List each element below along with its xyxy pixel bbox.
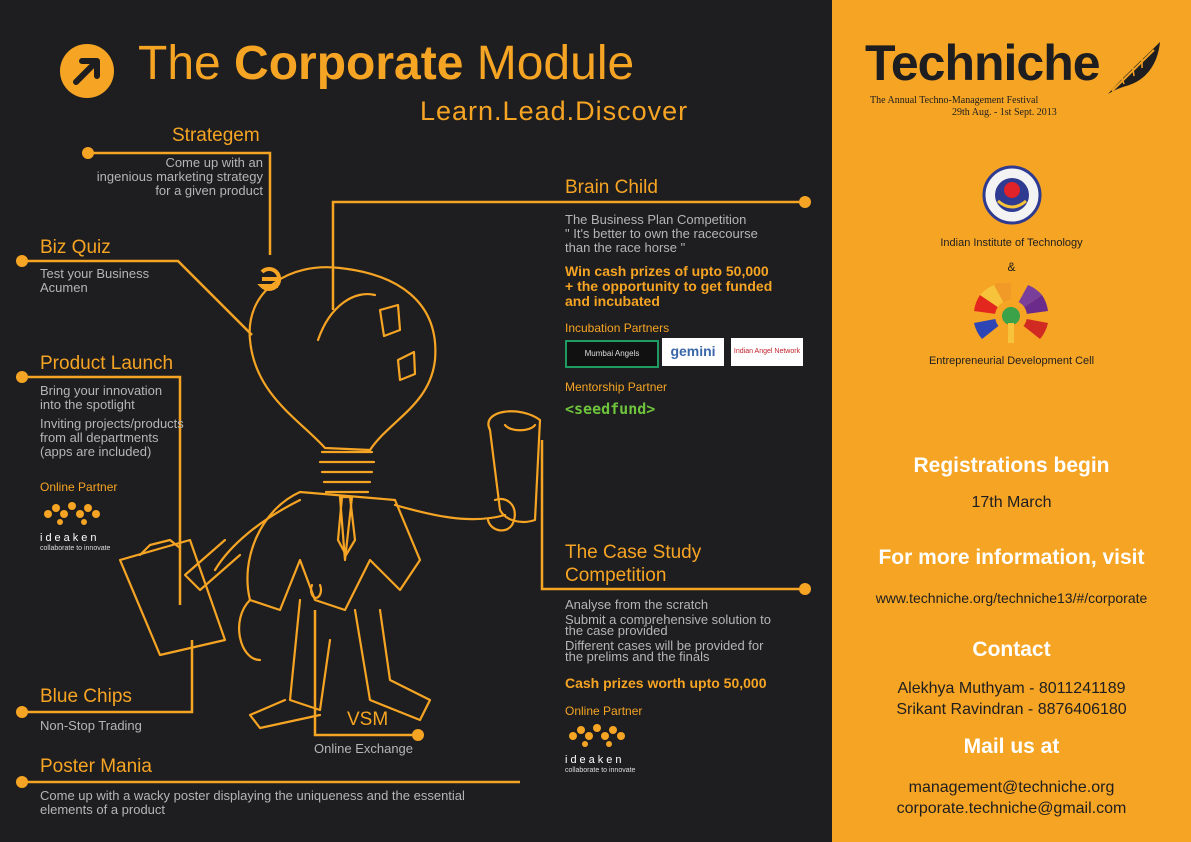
ideaken-logo-icon — [40, 500, 110, 530]
ideaken-tagline: collaborate to innovate — [40, 545, 111, 552]
contact-2: Srikant Ravindran - 8876406180 — [896, 701, 1127, 718]
brain-child-title: Brain Child — [565, 177, 658, 198]
leaf-icon — [1104, 36, 1166, 98]
institute-name: Indian Institute of Technology — [940, 237, 1083, 249]
ideaken-brand: ideaken — [40, 532, 100, 544]
title-bold: Corporate — [234, 37, 464, 90]
email-1[interactable]: management@techniche.org — [908, 779, 1115, 796]
strategem-desc: Come up with an ingenious marketing strategy for a given product — [96, 155, 263, 198]
biz-quiz-desc: Test your Business Acumen — [40, 266, 150, 295]
website-link[interactable]: www.techniche.org/techniche13/#/corporate — [875, 590, 1148, 606]
info-sidebar — [832, 0, 1191, 842]
techniche-logo-text: Techniche — [865, 35, 1100, 91]
contact-heading: Contact — [972, 638, 1051, 661]
iit-logo-icon — [982, 165, 1042, 225]
brain-child-prize: Win cash prizes of upto 50,000 + the opportunity to get funded and incubated — [565, 263, 773, 309]
amp-symbol: & — [1007, 260, 1016, 274]
edc-logo-icon — [972, 283, 1050, 349]
indian-angel-network-logo: Indian Angel Network — [731, 338, 803, 366]
arrow-circle-icon — [58, 42, 116, 100]
strategem-title: Strategem — [172, 125, 260, 146]
product-launch-title: Product Launch — [40, 353, 174, 374]
mail-heading: Mail us at — [963, 735, 1060, 758]
edc-name: Entrepreneurial Development Cell — [928, 355, 1095, 367]
email-2[interactable]: corporate.techniche@gmail.com — [896, 800, 1127, 817]
ideaken-brand-2: ideaken — [565, 754, 625, 766]
registrations-date: 17th March — [971, 494, 1052, 511]
ideaken-logo-icon-2 — [565, 722, 635, 752]
title-post: Module — [463, 37, 635, 90]
festival-subtitle: The Annual Techno-Management Festival — [870, 95, 1039, 106]
case-study-desc: Analyse from the scratch Submit a comprehensive solution to the case provided Different cases will be provided for the prelims and the finals — [565, 597, 771, 664]
case-online-partner-label: Online Partner — [565, 704, 643, 718]
biz-quiz-title: Biz Quiz — [40, 237, 111, 258]
ideaken-tagline-2: collaborate to innovate — [565, 767, 636, 774]
festival-dates: 29th Aug. - 1st Sept. 2013 — [952, 107, 1057, 118]
poster-mania-desc: Come up with a wacky poster displaying the uniqueness and the essential elements of a product — [40, 788, 465, 817]
bulb-man-illustration — [120, 267, 540, 728]
case-study-prize: Cash prizes worth upto 50,000 — [565, 675, 767, 691]
seedfund-logo: <seedfund> — [565, 400, 656, 418]
blue-chips-desc: Non-Stop Trading — [40, 718, 142, 733]
contact-1: Alekhya Muthyam - 8011241189 — [897, 680, 1126, 697]
tagline: Learn.Lead.Discover — [420, 96, 689, 126]
case-study-title: The Case Study Competition — [565, 542, 702, 586]
mumbai-angels-logo: Mumbai Angels — [565, 340, 659, 368]
info-heading: For more information, visit — [878, 546, 1145, 569]
vsm-title: VSM — [347, 709, 389, 730]
page-title — [138, 36, 634, 91]
title-pre: The — [138, 37, 235, 90]
mentorship-partner-label: Mentorship Partner — [565, 380, 668, 394]
registrations-heading: Registrations begin — [913, 454, 1110, 477]
vsm-desc: Online Exchange — [314, 741, 414, 756]
brain-child-desc: The Business Plan Competition " It's better to own the racecourse than the race horse " — [565, 212, 758, 255]
poster-mania-title: Poster Mania — [40, 756, 152, 777]
incubation-partners-label: Incubation Partners — [565, 321, 670, 335]
product-launch-desc: Bring your innovation into the spotlight Inviting projects/products from all departments (apps are included) — [40, 383, 184, 459]
blue-chips-title: Blue Chips — [40, 686, 132, 707]
gemini-logo: gemini — [662, 338, 724, 366]
online-partner-label: Online Partner — [40, 480, 118, 494]
